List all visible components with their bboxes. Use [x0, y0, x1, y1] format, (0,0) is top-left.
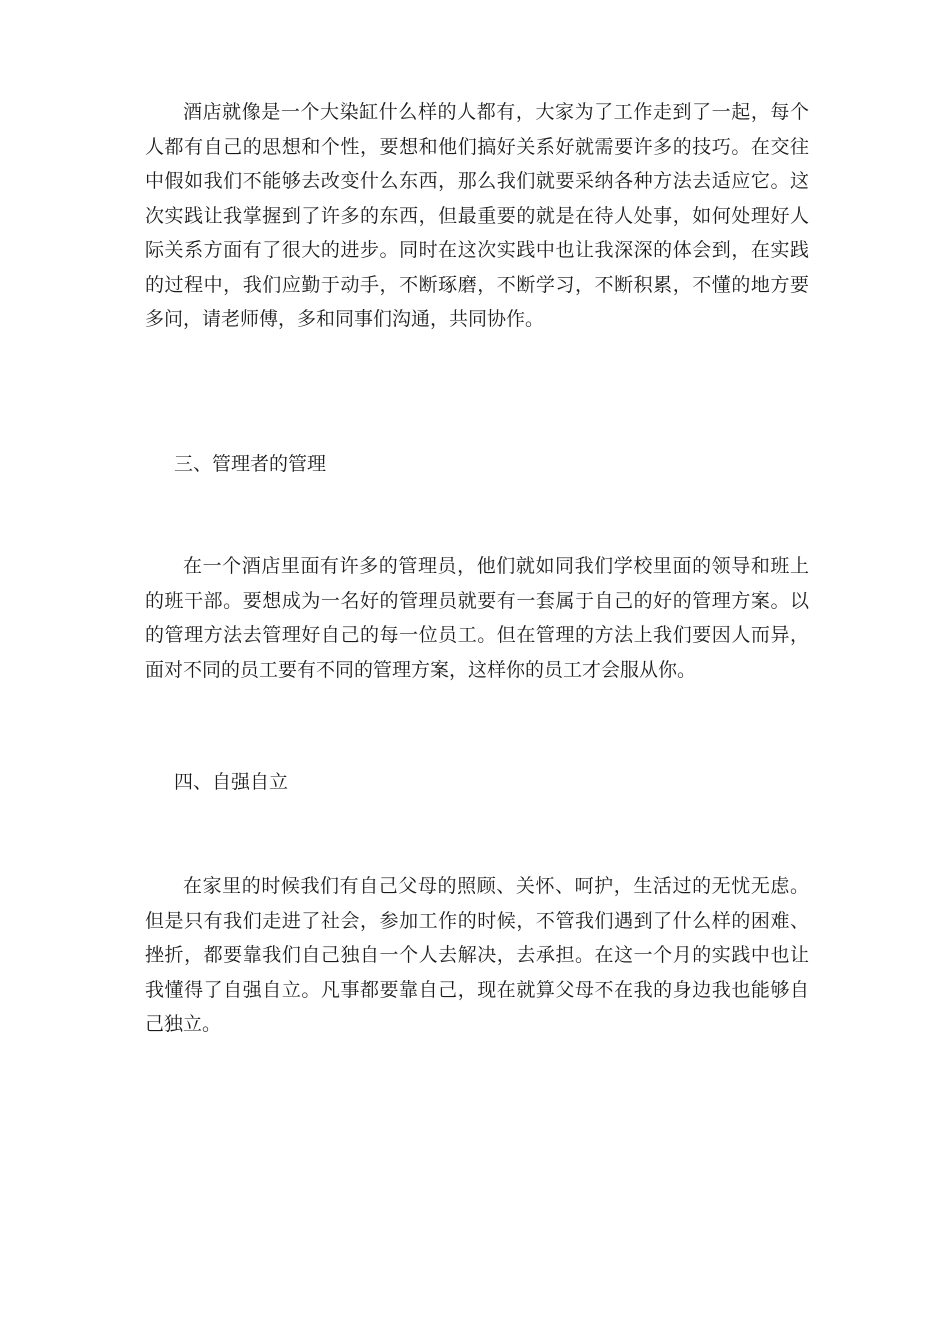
body-paragraph-interpersonal: 酒店就像是一个大染缸什么样的人都有，大家为了工作走到了一起，每个人都有自己的思想和个性，要想和他们搞好关系好就需要许多的技巧。在交往中假如我们不能够去改变什么东西，那么我们就要采纳各种方法去适应它。这次实践让我掌握到了许多的东西，但最重要的就是在待人处事，如何处理好人际关系方面有了很大的进步。同时在这次实践中也让我深深的体会到，在实践的过程中，我们应勤于动手，不断琢磨，不断学习，不断积累，不懂的地方要多问，请老师傅，多和同事们沟通，共同协作。 [145, 101, 809, 330]
section-heading-management: 三、管理者的管理 [174, 453, 327, 475]
section-heading-self-reliance: 四、自强自立 [174, 771, 289, 793]
body-paragraph-management: 在一个酒店里面有许多的管理员，他们就如同我们学校里面的领导和班上的班干部。要想成为一名好的管理员就要有一套属于自己的好的管理方案。以的管理方法去管理好自己的每一位员工。但在管理的方法上我们要因人而异，面对不同的员工要有不同的管理方案，这样你的员工才会服从你。 [145, 555, 809, 681]
body-paragraph-self-reliance: 在家里的时候我们有自己父母的照顾、关怀、呵护，生活过的无忧无虑。但是只有我们走进了社会，参加工作的时候，不管我们遇到了什么样的困难、挫折，都要靠我们自己独自一个人去解决，去承担。在这一个月的实践中也让我懂得了自强自立。凡事都要靠自己，现在就算父母不在我的身边我也能够自己独立。 [145, 875, 809, 1035]
